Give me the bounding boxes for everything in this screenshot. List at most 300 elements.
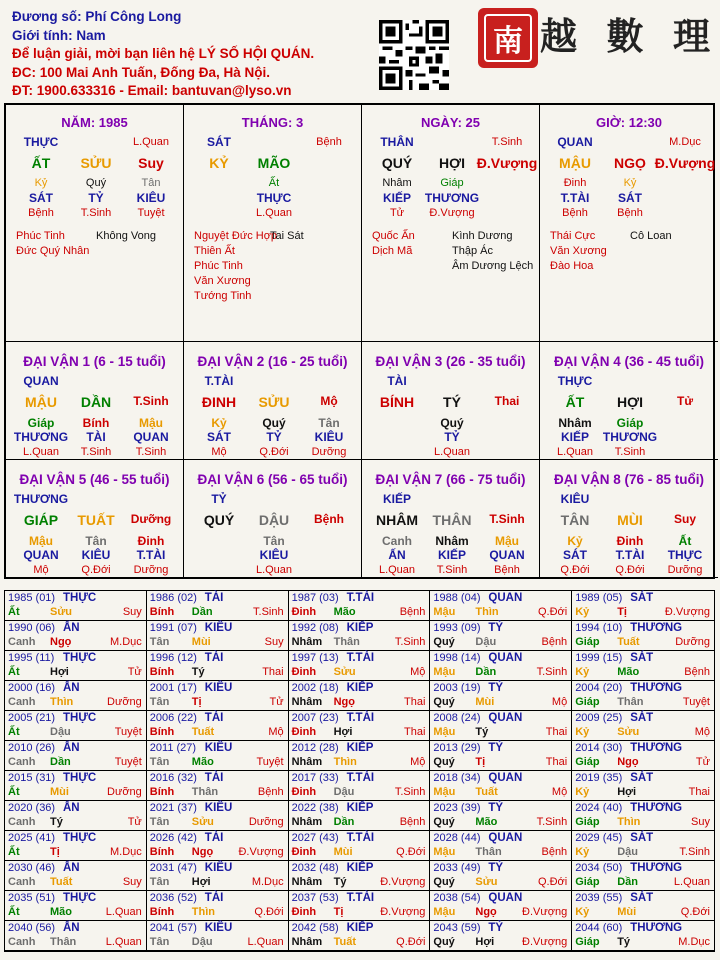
pillar-stem-god: SÁT: [207, 135, 231, 149]
dai-van-hidden-stem: Mậu: [29, 534, 53, 548]
year-god: THƯƠNG: [630, 622, 683, 634]
year-stage: T.Sinh: [536, 666, 568, 678]
dai-van-stem-god: QUAN: [23, 374, 59, 388]
red-seal-logo: [478, 8, 538, 68]
pillar-stage: Tuyệt: [137, 207, 165, 219]
owner-line: Đương số: Phí Công Long: [12, 9, 182, 24]
year-cell: [147, 891, 289, 921]
year-god: QUAN: [488, 652, 523, 664]
year-stem: Quý: [433, 636, 455, 648]
pillar-hidden-stem: Ất: [268, 177, 280, 189]
year-god: ẤN: [63, 742, 80, 754]
year-god: TỶ: [488, 922, 504, 934]
dai-van-hidden-stem: Tân: [263, 534, 285, 548]
dai-van-stage: Dưỡng: [667, 564, 703, 576]
year-cell: [147, 771, 289, 801]
dai-van-hidden-stem: Mậu: [495, 534, 519, 548]
year-stem: Quý: [433, 936, 455, 948]
year-cell: [289, 591, 431, 621]
year-branch: Thân: [50, 936, 77, 948]
dai-van-branch: Dưỡng: [130, 512, 172, 526]
year-branch: Dậu: [475, 636, 497, 648]
year-stem: Canh: [8, 696, 36, 708]
year-stage: T.Sinh: [253, 606, 284, 618]
pillar-stage: Bệnh: [617, 207, 643, 219]
year-stage: Dưỡng: [107, 786, 142, 798]
year-branch: Thìn: [617, 816, 641, 828]
year-god: TÀI: [204, 712, 224, 724]
year-stage: Tuyệt: [682, 696, 710, 708]
year-label: 2028 (44): [433, 832, 481, 844]
good-star: Tướng Tinh: [194, 290, 252, 302]
bad-stars-list: [270, 229, 304, 244]
pillar-stage: L.Quan: [255, 207, 293, 219]
year-cell: [147, 741, 289, 771]
year-branch: Tuất: [475, 786, 498, 798]
year-god: THƯƠNG: [630, 922, 683, 934]
year-cell: [147, 591, 289, 621]
year-cell: [430, 861, 572, 891]
dai-van-stem-god: THƯƠNG: [13, 492, 69, 506]
year-branch: Thìn: [333, 756, 357, 768]
year-god: ẤN: [63, 802, 80, 814]
year-stage: Suy: [264, 636, 284, 648]
pillar-stage: Bệnh: [28, 207, 54, 219]
year-stage: M.Dục: [251, 876, 284, 888]
pillar-branch: ẤT: [31, 155, 51, 171]
year-god: T.TÀI: [346, 652, 375, 664]
year-stage: Đ.Vượng: [664, 606, 710, 618]
year-cell: [289, 801, 431, 831]
year-branch: Thân: [333, 636, 360, 648]
year-cell: [147, 861, 289, 891]
year-branch: Dậu: [50, 726, 71, 738]
pillar-title: NĂM: 1985: [61, 115, 128, 130]
year-label: 1985 (01): [8, 592, 56, 604]
year-cell: [289, 771, 431, 801]
year-label: 2035 (51): [8, 892, 56, 904]
year-god: THỰC: [63, 652, 97, 664]
year-stem: Mậu: [433, 726, 456, 738]
year-stage: Q.Đới: [396, 846, 426, 858]
year-branch: Tý: [191, 666, 205, 678]
year-cell: [572, 681, 714, 711]
pillar-cell: [362, 105, 540, 342]
year-stage: Thai: [403, 726, 426, 738]
year-label: 2024 (40): [575, 802, 623, 814]
pillar-stem-stage: T.Sinh: [491, 136, 523, 148]
year-label: 2013 (29): [433, 742, 481, 754]
dai-van-branch: Thai: [494, 394, 520, 408]
year-label: 2012 (28): [291, 742, 339, 754]
year-cell: [5, 621, 147, 651]
year-stage: Tuyệt: [114, 756, 142, 768]
dai-van-hidden-god: QUAN: [133, 430, 169, 444]
year-stage: Bệnh: [257, 786, 284, 798]
dai-van-cell: [540, 342, 718, 460]
contact-invite-line: Để luận giải, mời bạn liên hệ LÝ SỐ HỘI QUÁN.: [12, 46, 315, 61]
year-label: 1992 (08): [291, 622, 339, 634]
year-god: SÁT: [630, 652, 654, 664]
year-stem: Ất: [8, 726, 20, 738]
dai-van-stem-god: THỰC: [557, 374, 593, 388]
year-stage: T.Sinh: [394, 636, 426, 648]
logo-char-2: 數: [606, 14, 644, 58]
dai-van-branch: SỬU: [258, 394, 290, 410]
year-label: 2018 (34): [433, 772, 481, 784]
pillar-branch: SỬU: [80, 155, 112, 171]
year-branch: Hợi: [333, 726, 353, 738]
year-god: TỶ: [488, 802, 504, 814]
year-branch: Thân: [617, 696, 644, 708]
pillar-stage: Đ.Vượng: [429, 207, 475, 219]
year-branch: Dậu: [333, 786, 355, 798]
pillar-hidden-stem: Giáp: [440, 177, 464, 189]
year-label: 2040 (56): [8, 922, 56, 934]
year-branch: Mùi: [475, 696, 495, 708]
dai-van-hidden-stem: Đinh: [137, 534, 165, 548]
year-god: T.TÀI: [346, 772, 375, 784]
year-label: 2015 (31): [8, 772, 56, 784]
year-label: 1995 (11): [8, 652, 55, 664]
year-god: TÀI: [204, 652, 224, 664]
dai-van-stage: T.Sinh: [436, 564, 468, 576]
year-stage: L.Quan: [105, 936, 142, 948]
dai-van-hidden-god: SÁT: [207, 430, 231, 444]
year-label: 1993 (09): [433, 622, 481, 634]
dai-van-branch: GIÁP: [23, 512, 59, 528]
dai-van-branch: ẤT: [565, 394, 585, 410]
good-star: Văn Xương: [550, 245, 607, 257]
year-label: 2010 (26): [8, 742, 56, 754]
year-stage: Dưỡng: [675, 636, 710, 648]
year-god: TÀI: [204, 772, 224, 784]
year-branch: Mùi: [617, 906, 637, 918]
dai-van-hidden-god: QUAN: [23, 548, 59, 562]
dai-van-hidden-god: KIÊU: [314, 430, 344, 444]
dai-van-branch: MẬU: [25, 394, 57, 410]
year-branch: Tị: [475, 756, 486, 768]
year-branch: Mão: [333, 606, 356, 618]
year-stage: Suy: [122, 876, 142, 888]
year-stem: Mậu: [433, 786, 456, 798]
year-stage: Thai: [545, 756, 568, 768]
year-cell: [147, 651, 289, 681]
pillar-branch: NGỌ: [614, 155, 646, 171]
year-label: 2003 (19): [433, 682, 481, 694]
year-god: TỶ: [488, 622, 504, 634]
year-stage: Tuyệt: [114, 726, 142, 738]
dai-van-hidden-stem: Kỷ: [211, 416, 227, 430]
year-label: 2043 (59): [433, 922, 481, 934]
year-god: TÀI: [204, 592, 224, 604]
dai-van-stage: Q.Đới: [615, 564, 645, 576]
year-stem: Bính: [149, 666, 175, 678]
dai-van-branch: DẬU: [258, 512, 290, 528]
year-cell: [572, 771, 714, 801]
year-god: TÀI: [204, 892, 224, 904]
year-stem: Giáp: [575, 636, 600, 648]
year-god: KIÊU: [204, 742, 233, 754]
year-cell: [147, 711, 289, 741]
year-god: SÁT: [630, 712, 654, 724]
year-branch: Ngọ: [333, 696, 355, 708]
dai-van-branch: BÍNH: [379, 394, 415, 410]
year-label: 1989 (05): [575, 592, 623, 604]
year-label: 2038 (54): [433, 892, 481, 904]
year-stem: Đinh: [291, 906, 317, 918]
year-label: 2005 (21): [8, 712, 56, 724]
year-stem: Kỷ: [575, 846, 590, 858]
year-stage: Bệnh: [541, 636, 568, 648]
year-god: KIÊU: [204, 682, 233, 694]
year-stem: Giáp: [575, 756, 600, 768]
year-label: 2020 (36): [8, 802, 56, 814]
year-stage: T.Sinh: [394, 786, 426, 798]
year-stem: Mậu: [433, 666, 456, 678]
year-stage: Thai: [403, 696, 426, 708]
dai-van-stem-god: T.TÀI: [204, 374, 234, 388]
pillar-branch: Suy: [138, 155, 164, 171]
year-cell: [430, 681, 572, 711]
year-god: ẤN: [63, 922, 80, 934]
year-stage: Mộ: [268, 726, 284, 738]
year-label: 1991 (07): [149, 622, 197, 634]
year-branch: Tuất: [617, 636, 640, 648]
good-stars-list: [16, 229, 89, 259]
bad-star: Tai Sát: [270, 230, 304, 242]
pillar-hidden-god: TỶ: [88, 191, 104, 205]
year-stage: Thai: [545, 726, 568, 738]
dai-van-hidden-stem: Giáp: [616, 416, 644, 430]
year-cell: [572, 831, 714, 861]
year-stem: Kỷ: [575, 906, 590, 918]
year-stage: Q.Đới: [396, 936, 426, 948]
year-branch: Dần: [617, 876, 638, 888]
year-stage: Tử: [695, 756, 710, 768]
year-branch: Dần: [50, 756, 71, 768]
year-branch: Hợi: [617, 786, 637, 798]
year-stem: Đinh: [291, 666, 317, 678]
pillar-hidden-god: SÁT: [618, 191, 642, 205]
year-stage: L.Quan: [105, 906, 142, 918]
dai-van-branch: DẦN: [80, 394, 112, 410]
year-branch: Dậu: [191, 936, 213, 948]
year-branch: Mão: [191, 756, 214, 768]
pillar-stem-god: THÂN: [380, 135, 414, 149]
year-god: T.TÀI: [346, 832, 375, 844]
dai-van-hidden-god: THƯƠNG: [602, 430, 658, 444]
year-stem: Ất: [8, 786, 20, 798]
dai-van-stage: Q.Đới: [81, 564, 111, 576]
year-cell: [572, 861, 714, 891]
phone-email-line: ĐT: 1900.633316 - Email: bantuvan@lyso.vn: [12, 83, 292, 98]
year-cell: [5, 801, 147, 831]
year-label: 2029 (45): [575, 832, 623, 844]
year-stage: Tử: [269, 696, 284, 708]
year-stem: Tân: [149, 936, 170, 948]
year-god: SÁT: [630, 592, 654, 604]
pillar-hidden-god: KIẾP: [382, 191, 411, 205]
year-stage: T.Sinh: [679, 846, 710, 858]
year-stem: Mậu: [433, 906, 456, 918]
year-god: QUAN: [488, 592, 523, 604]
year-god: KIẾP: [346, 802, 374, 814]
year-stage: Đ.Vượng: [380, 906, 426, 918]
year-branch: Thìn: [475, 606, 499, 618]
year-stage: Đ.Vượng: [380, 876, 426, 888]
pillar-title: GIỜ: 12:30: [595, 115, 662, 130]
year-stem: Bính: [149, 846, 175, 858]
year-label: 1988 (04): [433, 592, 481, 604]
year-stem: Bính: [149, 906, 175, 918]
year-label: 2039 (55): [575, 892, 623, 904]
year-stem: Ất: [8, 906, 20, 918]
year-stem: Bính: [149, 726, 175, 738]
bad-stars-list: [96, 229, 156, 244]
year-cell: [289, 861, 431, 891]
good-stars-list: [194, 229, 277, 304]
year-branch: Hợi: [191, 876, 211, 888]
year-god: QUAN: [488, 772, 523, 784]
year-god: T.TÀI: [346, 592, 375, 604]
year-god: THỰC: [63, 892, 97, 904]
year-stage: Bệnh: [541, 846, 568, 858]
year-god: SÁT: [630, 892, 654, 904]
year-cell: [147, 831, 289, 861]
dai-van-hidden-god: THƯƠNG: [13, 430, 69, 444]
year-god: TÀI: [204, 832, 224, 844]
good-star: Đức Quý Nhân: [16, 245, 90, 257]
year-stage: Dưỡng: [107, 696, 142, 708]
year-stage: Q.Đới: [254, 906, 284, 918]
year-stem: Kỷ: [575, 726, 590, 738]
pillar-hidden-stem: Nhâm: [382, 177, 412, 189]
dai-van-stage: T.Sinh: [80, 446, 112, 458]
year-label: 2007 (23): [291, 712, 339, 724]
year-cell: [430, 591, 572, 621]
year-god: KIẾP: [346, 922, 374, 934]
year-branch: Mùi: [191, 636, 211, 648]
year-branch: Dần: [475, 666, 497, 678]
good-star: Nguyệt Đức Hợp: [194, 230, 278, 242]
year-branch: Tý: [50, 816, 63, 828]
pillar-hidden-god: KIÊU: [136, 191, 166, 205]
year-stem: Đinh: [291, 606, 317, 618]
dai-van-branch: TÝ: [443, 394, 461, 410]
year-stem: Tân: [149, 636, 170, 648]
year-god: ẤN: [63, 862, 80, 874]
dai-van-branch: QUÝ: [203, 512, 235, 528]
good-star: Thái Cực: [550, 230, 596, 242]
year-stem: Canh: [8, 756, 36, 768]
year-cell: [430, 741, 572, 771]
good-star: Thiên Ất: [194, 245, 235, 257]
year-stage: Mộ: [694, 726, 710, 738]
year-stem: Kỷ: [575, 786, 590, 798]
year-label: 2001 (17): [149, 682, 197, 694]
year-label: 2006 (22): [149, 712, 197, 724]
year-stage: Suy: [691, 816, 710, 828]
pillar-branch: KỶ: [209, 155, 229, 171]
year-branch: Mão: [50, 906, 72, 918]
dai-van-branch: Mộ: [320, 394, 338, 408]
year-stage: Mộ: [410, 666, 426, 678]
good-stars-list: [372, 229, 415, 259]
year-stem: Nhâm: [291, 876, 323, 888]
year-branch: Sửu: [191, 816, 214, 828]
year-god: TỶ: [488, 742, 504, 754]
year-stem: Nhâm: [291, 756, 323, 768]
year-stem: Giáp: [575, 816, 600, 828]
pillar-stem-stage: M.Dục: [669, 136, 701, 148]
year-stem: Canh: [8, 636, 36, 648]
year-label: 2033 (49): [433, 862, 481, 874]
year-stage: M.Dục: [678, 936, 710, 948]
dai-van-stem-god: KIÊU: [560, 492, 590, 506]
pillar-branch: HỢI: [439, 155, 465, 171]
pillar-title: NGÀY: 25: [421, 115, 480, 130]
dai-van-title: ĐẠI VẬN 3 (26 - 35 tuổi): [375, 354, 526, 369]
year-stem: Nhâm: [291, 936, 323, 948]
year-label: 2041 (57): [149, 922, 197, 934]
year-branch: Mão: [475, 816, 498, 828]
pillar-stage: T.Sinh: [80, 207, 112, 219]
pillar-hidden-stem: Quý: [85, 177, 107, 189]
dai-van-stem-god: TỶ: [211, 492, 227, 506]
pillar-hidden-god: THƯƠNG: [424, 191, 480, 205]
dai-van-title: ĐẠI VẬN 1 (6 - 15 tuổi): [23, 354, 166, 369]
year-stage: Q.Đới: [680, 906, 710, 918]
year-branch: Tị: [617, 606, 627, 618]
dai-van-hidden-stem: Giáp: [27, 416, 55, 430]
year-label: 1987 (03): [291, 592, 339, 604]
dai-van-stem-god: KIẾP: [382, 492, 411, 506]
year-branch: Tý: [475, 726, 489, 738]
year-cell: [430, 621, 572, 651]
dai-van-stage: L.Quan: [255, 564, 293, 576]
year-cell: [289, 621, 431, 651]
year-branch: Dậu: [617, 846, 638, 858]
year-cell: [289, 651, 431, 681]
year-branch: Tý: [617, 936, 631, 948]
year-branch: Tị: [50, 846, 60, 858]
dai-van-stage: Dưỡng: [133, 564, 169, 576]
bad-star: Không Vong: [96, 230, 156, 242]
year-label: 1986 (02): [149, 592, 197, 604]
year-god: KIÊU: [204, 922, 233, 934]
dai-van-hidden-stem: Quý: [262, 416, 286, 430]
year-branch: Thân: [475, 846, 502, 858]
dai-van-cell: [184, 342, 362, 460]
logo-char-3: 理: [673, 14, 710, 58]
year-stage: Đ.Vượng: [522, 936, 568, 948]
year-stem: Bính: [149, 606, 175, 618]
dai-van-hidden-stem: Nhâm: [558, 416, 592, 430]
dai-van-branch: THÂN: [432, 512, 472, 528]
year-stage: Tử: [127, 816, 142, 828]
year-stem: Đinh: [291, 786, 317, 798]
year-branch: Tý: [333, 876, 347, 888]
good-stars-list: [550, 229, 607, 274]
year-branch: Dần: [191, 606, 213, 618]
dai-van-branch: ĐINH: [201, 394, 237, 410]
year-label: 2042 (58): [291, 922, 339, 934]
dai-van-hidden-god: ẤN: [388, 548, 406, 562]
dai-van-hidden-god: KIẾP: [560, 430, 589, 444]
year-label: 2000 (16): [8, 682, 56, 694]
pillar-branch: MÃO: [257, 155, 291, 171]
